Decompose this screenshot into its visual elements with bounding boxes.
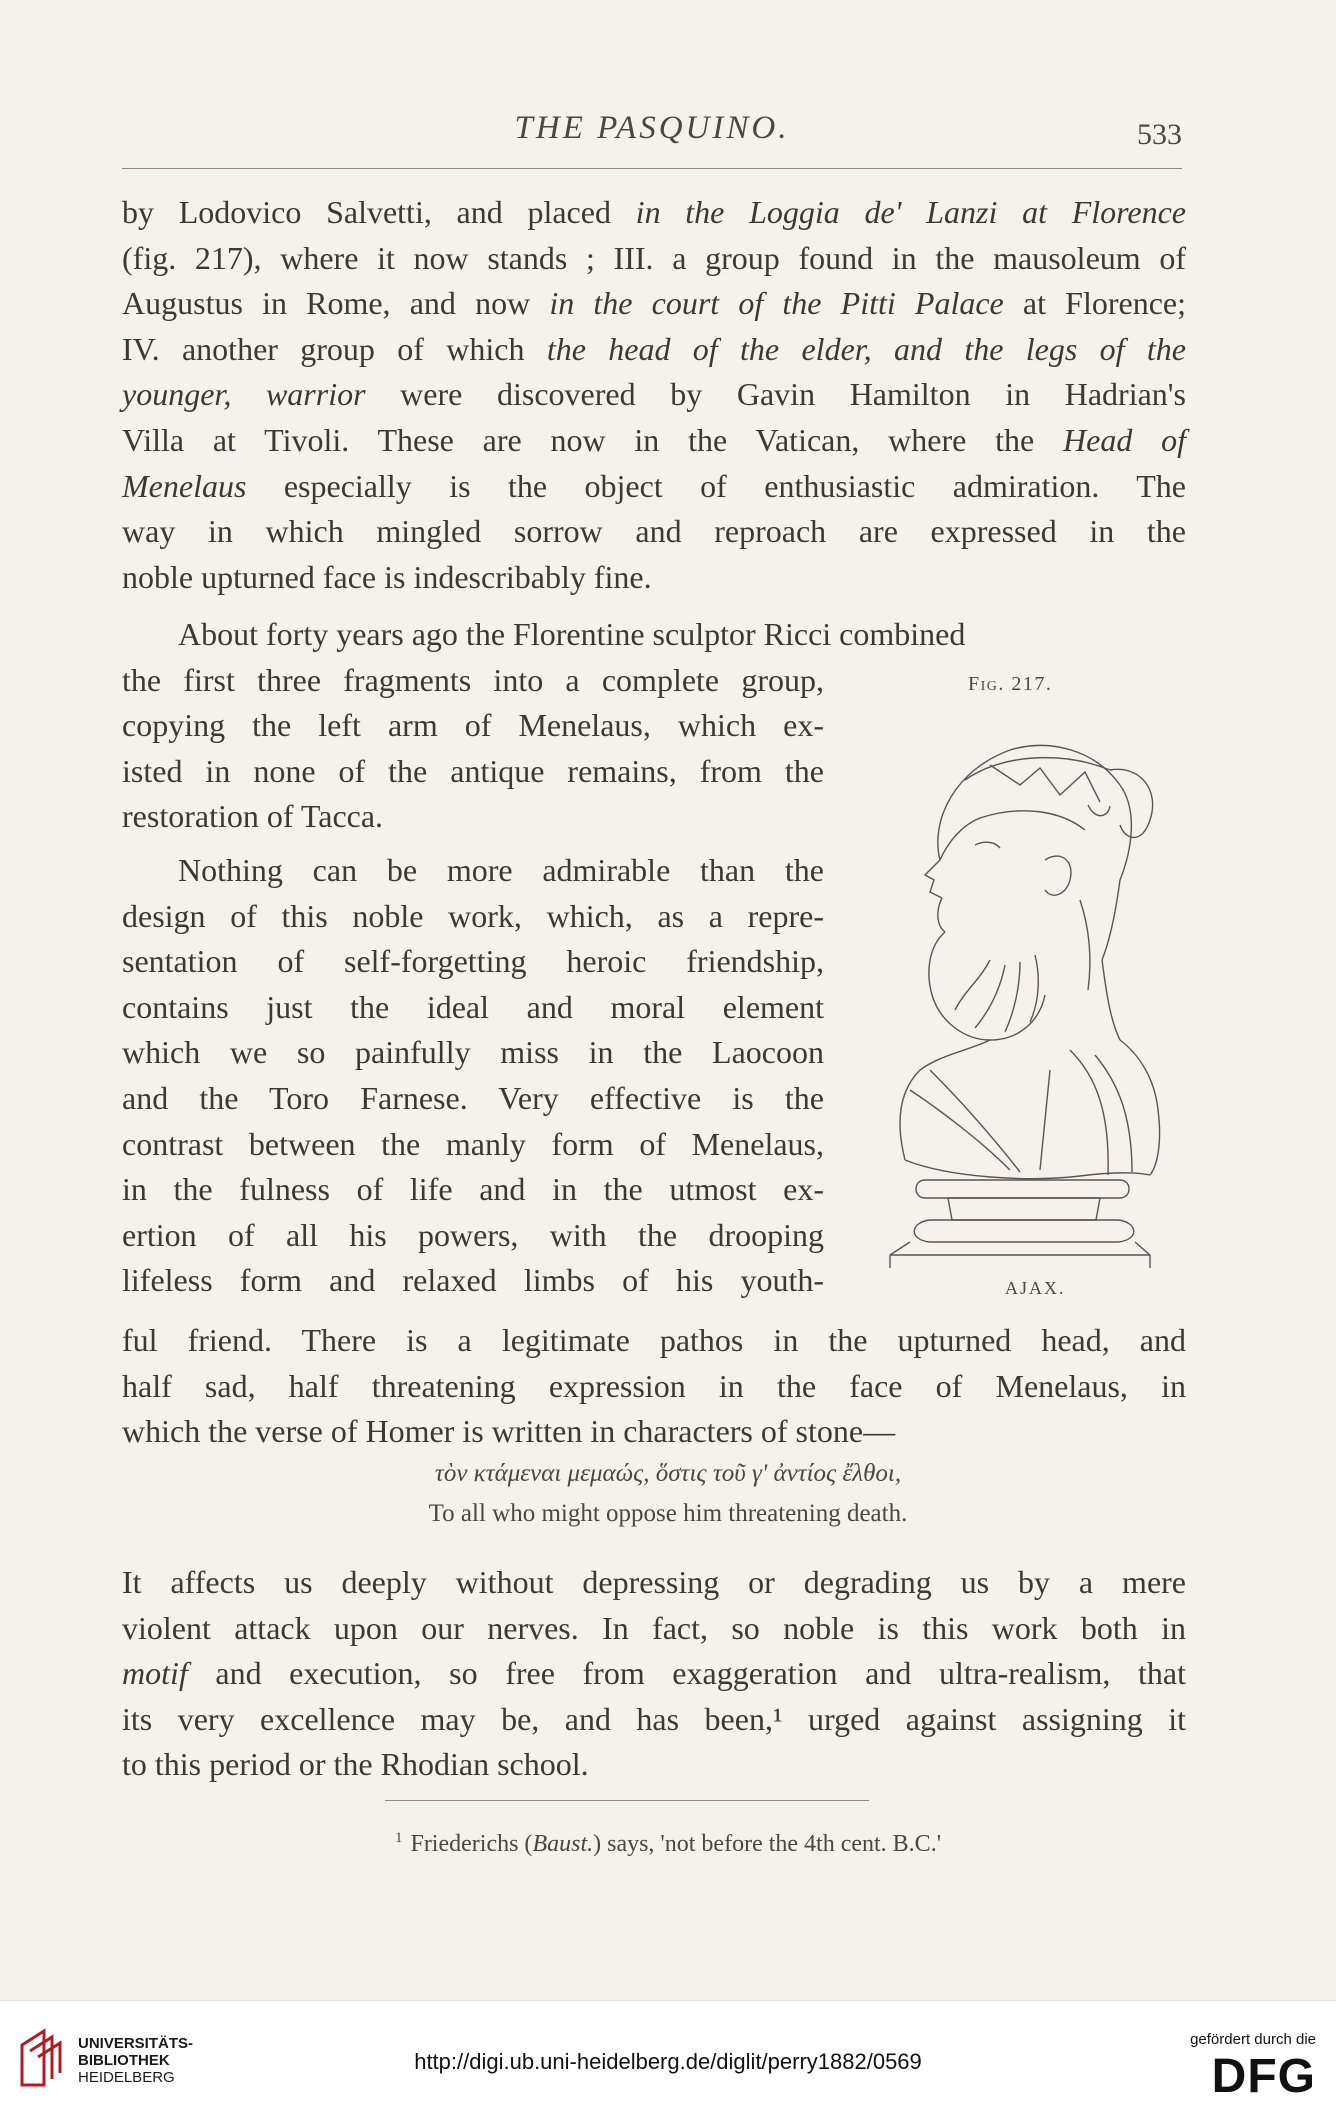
text-line (122, 1606, 1186, 1652)
text-run: at Florence; (1003, 285, 1187, 322)
text-run: Villa at Tivoli. These are now in the Vatican, where the (122, 421, 1064, 458)
text-line: sentation of self-forgetting heroic friendship, (122, 943, 824, 980)
footnote-rule (385, 1800, 869, 1801)
figure-caption: Fig. 217. (968, 673, 1053, 695)
text-line: in the fulness of life and in the utmost ex- (122, 1171, 824, 1208)
header-rule (122, 168, 1182, 169)
text-line (122, 236, 1186, 282)
text-line: which the verse of Homer is written in characters of stone— (122, 1413, 896, 1450)
text-run: noble upturned face is indescribably fine. (122, 558, 652, 595)
text-line: contrast between the manly form of Menelaus, (122, 1125, 824, 1162)
library-name-line1: UNIVERSITÄTS- (78, 2035, 194, 2052)
text-run: Augustus in Rome, and now (122, 285, 550, 322)
text-line: lifeless form and relaxed limbs of his youth- (122, 1262, 824, 1299)
paragraph-1 (122, 190, 1186, 600)
text-line: Nothing can be more admirable than the (178, 852, 824, 888)
text-run: IV. another group of which (122, 330, 547, 367)
text-line: ertion of all his powers, with the drooping (122, 1216, 824, 1253)
running-title: THE PASQUINO. (514, 110, 790, 146)
text-line: isted in none of the antique remains, from the (122, 752, 824, 789)
text-line: ful friend. There is a legitimate pathos in the upturned head, and (122, 1322, 1186, 1358)
text-run: especially is the object of enthusiastic admiration. The (246, 467, 1186, 504)
text-run: its very excellence may be, and has been,¹ urged against assigning it (122, 1700, 1186, 1737)
footnote-text-end: ) says, 'not before the 4th cent. B.C.' (593, 1831, 942, 1857)
library-name-line2: BIBLIOTHEK (78, 2052, 170, 2069)
text-line (122, 190, 1186, 236)
english-translation: To all who might oppose him threatening death. (428, 1500, 908, 1527)
text-line (122, 1742, 1186, 1788)
text-run: (fig. 217), where it now stands ; III. a group found in the mausoleum of (122, 239, 1186, 276)
text-run: violent attack upon our nerves. In fact, so noble is this work both in (122, 1609, 1186, 1646)
text-line (122, 1697, 1186, 1743)
text-line: the first three fragments into a complete group, (122, 661, 824, 698)
text-run: to this period or the Rhodian school. (122, 1746, 589, 1783)
paragraph-3-continued (122, 1318, 1186, 1455)
figure-label: AJAX. (1005, 1278, 1066, 1298)
italic-text: Head of (1063, 421, 1187, 458)
page-number: 533 (1137, 118, 1182, 151)
text-run: It affects us deeply without depressing or degrading us by a mere (122, 1564, 1186, 1600)
text-line (122, 1560, 1186, 1606)
text-line: design of this noble work, which, as a repre- (122, 897, 824, 934)
footnote (0, 1830, 1336, 1858)
text-line: About forty years ago the Florentine sculptor Ricci combined (178, 616, 966, 652)
italic-text: younger, warrior (122, 376, 366, 413)
text-line: restoration of Tacca. (122, 798, 384, 835)
text-line (122, 464, 1186, 510)
text-line: half sad, half threatening expression in the face of Menelaus, in (122, 1367, 1186, 1404)
funding-note: gefördert durch die (1190, 2031, 1316, 2048)
text-line: contains just the ideal and moral element (122, 988, 824, 1025)
ajax-bust-illustration (870, 710, 1170, 1270)
text-run: were discovered by Gavin Hamilton in Hadrian's (365, 376, 1187, 413)
footnote-marker: 1 (394, 1830, 403, 1846)
text-line: which we so painfully miss in the Laocoon (122, 1034, 824, 1071)
paragraph-2 (122, 612, 966, 840)
running-head (122, 110, 1182, 162)
italic-text: motif (122, 1655, 188, 1692)
italic-text: the head of the elder, and the legs of the (546, 330, 1187, 367)
text-line: copying the left arm of Menelaus, which ex- (122, 707, 824, 744)
italic-text: in the court of the Pitti Palace (549, 285, 1004, 322)
paragraph-4 (122, 1560, 1186, 1788)
text-run: way in which mingled sorrow and reproach are expressed in the (122, 513, 1186, 550)
text-line: and the Toro Farnese. Very effective is the (122, 1079, 824, 1116)
text-run: and execution, so free from exaggeration and ultra-realism, that (187, 1655, 1186, 1692)
text-line (122, 1651, 1186, 1697)
library-name-line3: HEIDELBERG (78, 2069, 175, 2086)
text-line (122, 509, 1186, 555)
footnote-source: Baust. (532, 1831, 594, 1857)
digitization-footer (0, 2000, 1336, 2117)
text-run: by Lodovico Salvetti, and placed (122, 194, 636, 230)
text-line (122, 327, 1186, 373)
text-line (122, 372, 1186, 418)
paragraph-3 (122, 848, 824, 1304)
dfg-logo: DFG (1211, 2050, 1316, 2103)
footnote-text-start: Friederichs ( (410, 1831, 533, 1857)
text-line (122, 555, 1186, 601)
italic-text: Menelaus (122, 467, 247, 504)
greek-verse: τὸν κτάμεναι μεμαώς, ὅστις τοῦ γ' ἀντίος ἔλθοι, (434, 1460, 902, 1487)
text-line (122, 418, 1186, 464)
italic-text: in the Loggia de' Lanzi at Florence (635, 194, 1187, 230)
text-line (122, 281, 1186, 327)
permalink-url[interactable]: http://digi.ub.uni-heidelberg.de/diglit/perry1882/0569 (414, 2049, 922, 2074)
